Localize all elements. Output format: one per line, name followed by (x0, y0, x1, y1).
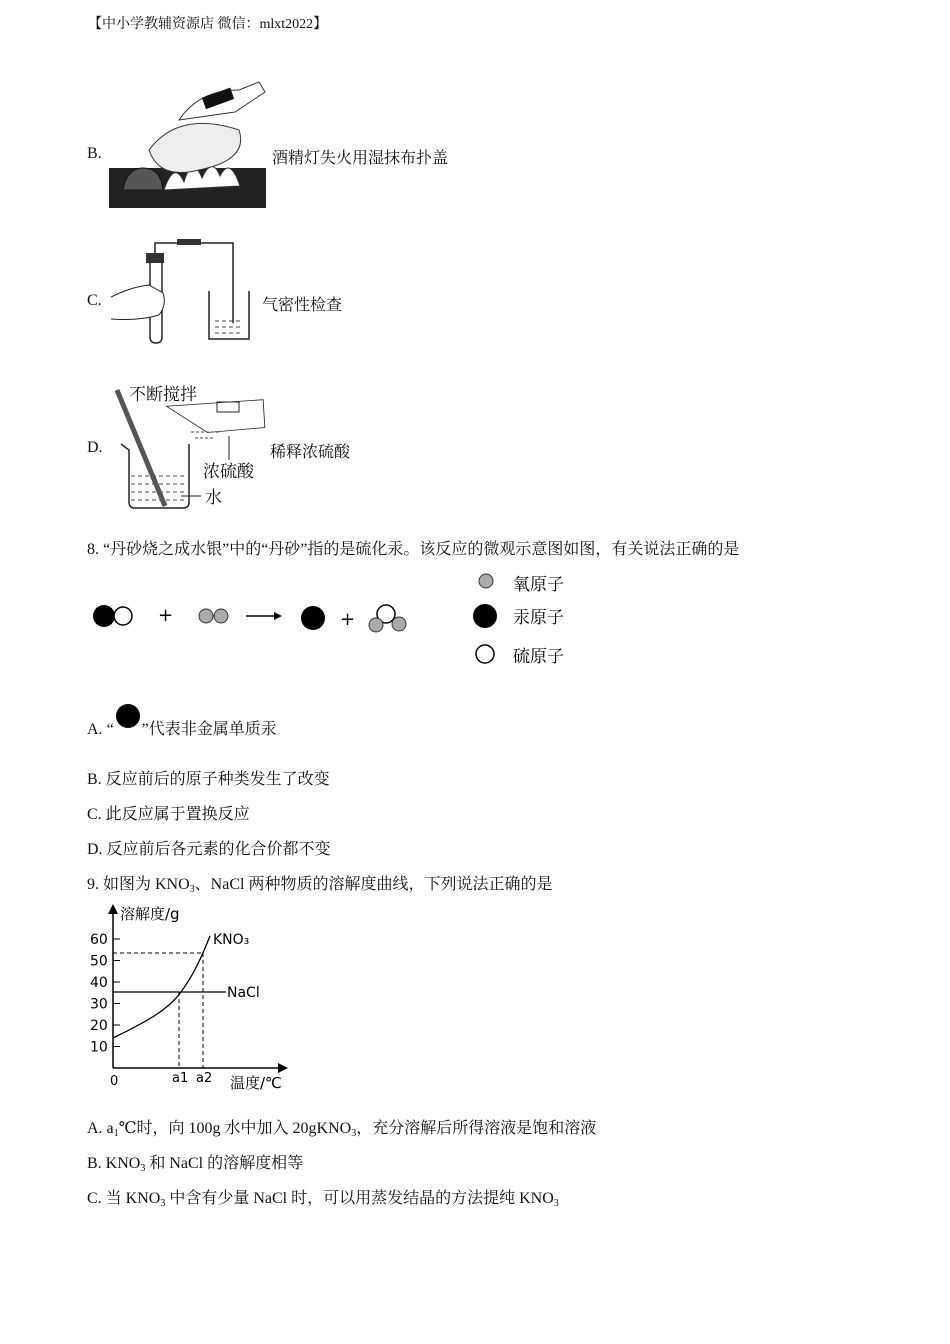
mercury-atom-icon (116, 704, 140, 728)
header-banner: 【中小学教辅资源店 微信：mlxt2022】 (88, 17, 328, 32)
series-label-nacl: NaCl (227, 985, 260, 1001)
origin-label: 0 (110, 1074, 119, 1089)
q8-option-c: C. 此反应属于置换反应 (87, 806, 250, 823)
y-tick-label: 50 (90, 953, 108, 970)
q9-option-b: B. $KNO_3$ 和 NaCl 的溶解度相等 (87, 1155, 304, 1174)
legend-mercury: 汞原子 (513, 608, 564, 628)
plus-sign-1: + (158, 605, 174, 626)
x-tick-a1: a1 (172, 1071, 189, 1086)
y-tick-label: 10 (90, 1039, 108, 1056)
plus-sign-2: + (340, 609, 356, 630)
option-c-letter: C. (87, 292, 102, 309)
q9-stem: 9. 如图为 $KNO_3$、NaCl 两种物质的溶解度曲线，下列说法正确的是 (87, 876, 553, 895)
label-water: 水 (205, 488, 222, 508)
airtightness-check-figure (109, 235, 259, 345)
label-stir: 不断搅拌 (129, 385, 197, 405)
solubility-chart (86, 900, 296, 1095)
x-axis-label: 温度/℃ (230, 1074, 282, 1092)
legend-sulfur: 硫原子 (513, 647, 564, 667)
y-tick-label: 40 (90, 975, 108, 991)
q8-option-a: A. “ ”代表非金属单质汞 (87, 704, 277, 739)
y-tick-label: 30 (90, 996, 108, 1013)
x-tick-a2: a2 (196, 1071, 213, 1086)
option-d-caption: 稀释浓硫酸 (270, 444, 351, 461)
alcohol-lamp-fire-figure (109, 80, 267, 210)
option-b-letter: B. (87, 145, 102, 162)
dilute-acid-figure (109, 380, 269, 515)
q9-option-c: C. 当 $KNO_3$ 中含有少量 NaCl 时，可以用蒸发结晶的方法提纯 $KNO_3$ (87, 1190, 559, 1209)
q9-option-a: A. $a_1℃$时，向 100g 水中加入 20gKNO$_3$，充分溶解后所得溶液是饱和溶液 (87, 1120, 597, 1139)
label-acid: 浓硫酸 (203, 462, 254, 482)
option-c-caption: 气密性检查 (262, 297, 343, 314)
y-tick-label: 20 (90, 1018, 108, 1034)
option-b-caption: 酒精灯失火用湿抹布扑盖 (272, 150, 449, 167)
y-tick-label: 60 (90, 932, 108, 948)
q8-option-b: B. 反应前后的原子种类发生了改变 (87, 771, 330, 788)
reaction-diagram (88, 565, 588, 680)
y-axis-label: 溶解度/g (120, 905, 180, 923)
option-d-letter: D. (87, 439, 103, 456)
q8-option-d: D. 反应前后各元素的化合价都不变 (87, 841, 331, 858)
q8-stem: 8. “丹砂烧之成水银”中的“丹砂”指的是硫化汞。该反应的微观示意图如图，有关说法正确的是 (87, 541, 740, 558)
legend-oxygen: 氧原子 (513, 575, 564, 595)
series-label-kno3: KNO₃ (213, 932, 250, 948)
